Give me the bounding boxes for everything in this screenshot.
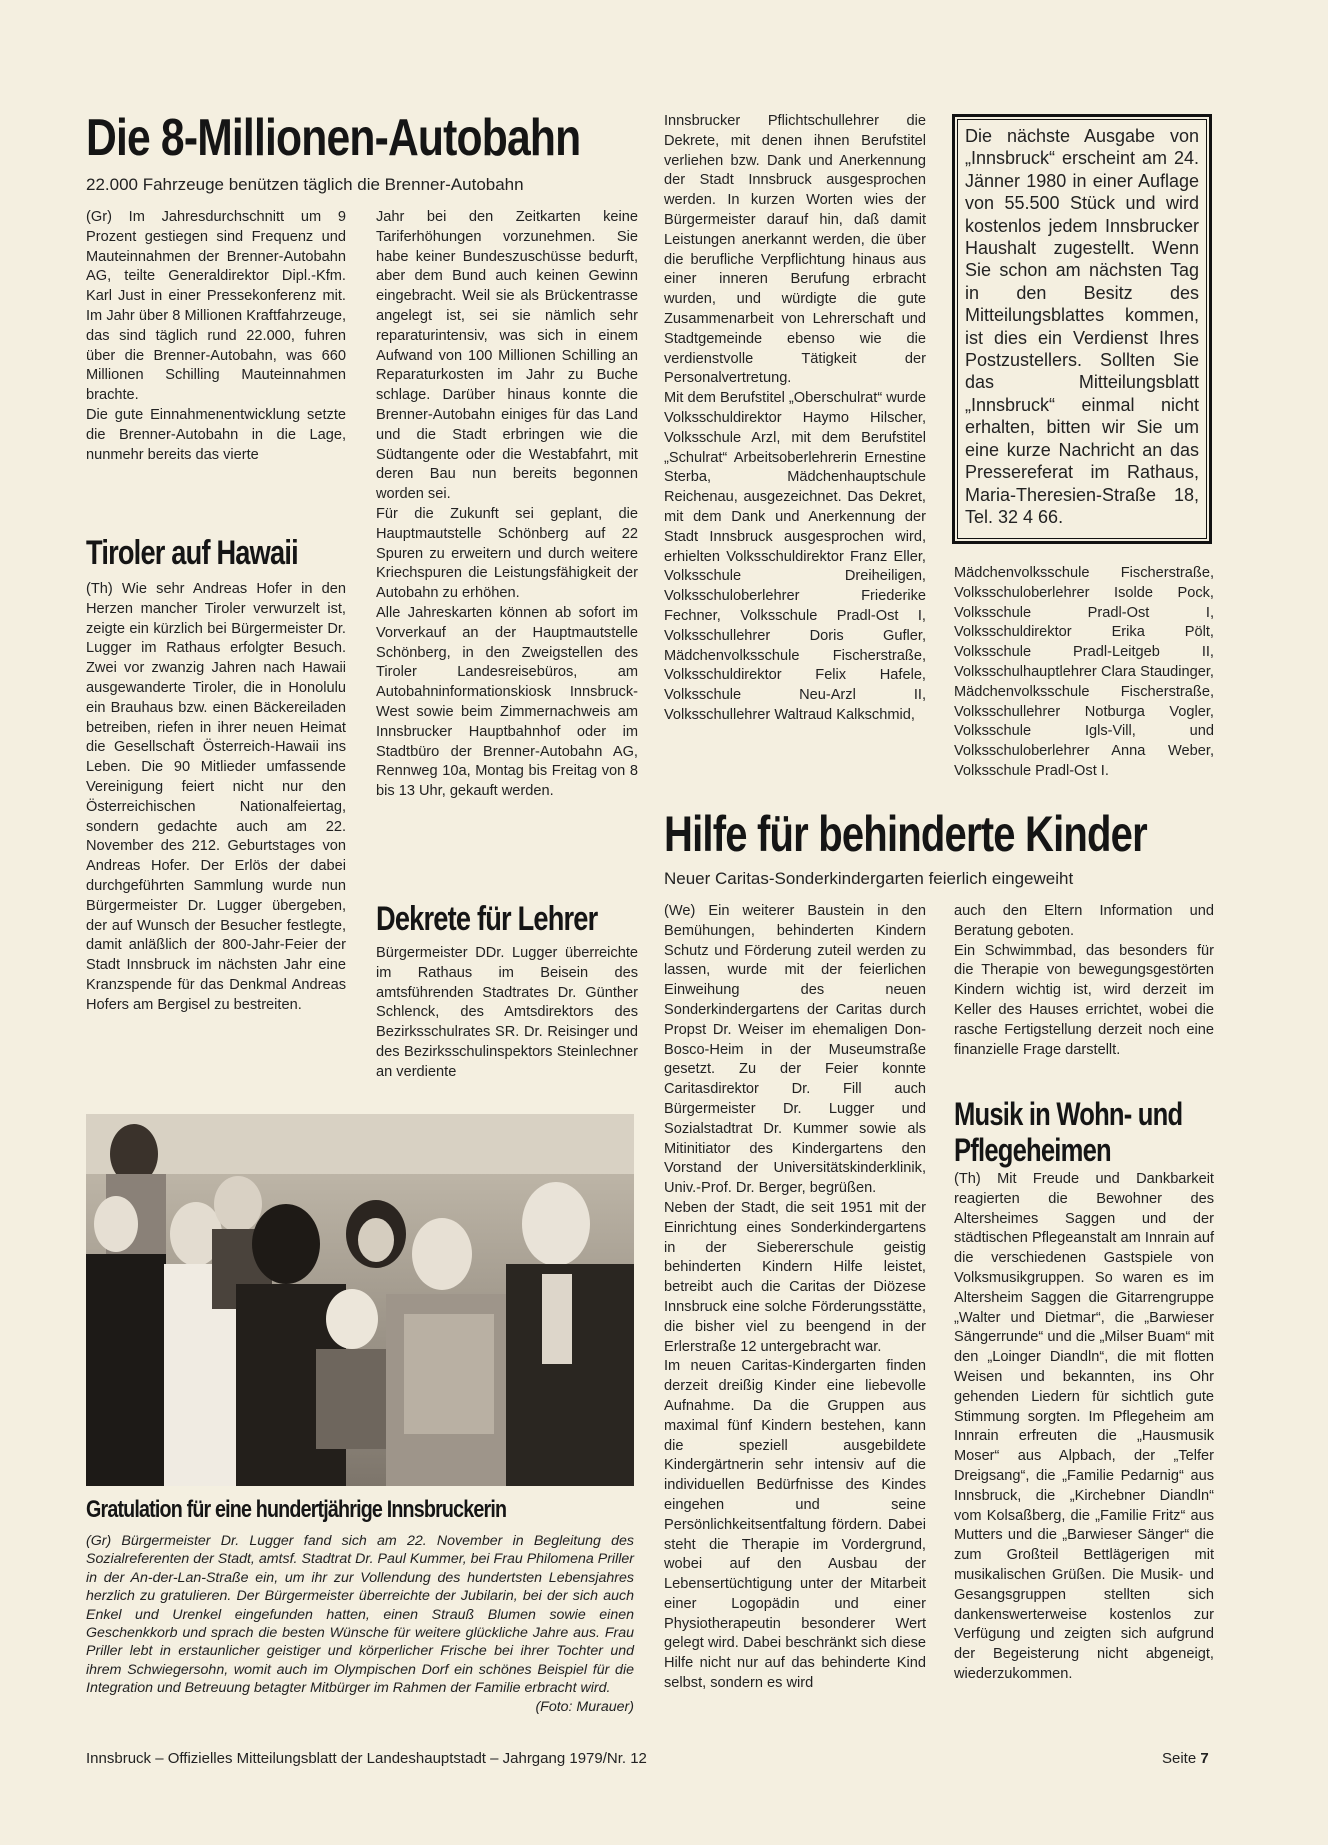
paragraph: Für die Zukunft sei geplant, die Hauptmautstelle Schönberg auf 22 Spuren zu erweitern und durch weitere Kriechspuren die Leistungsfähigkeit der Autobahn zu erhöhen. (376, 505, 638, 602)
footer-page-number (1162, 1750, 1209, 1768)
paragraph: (Th) Mit Freude und Dankbarkeit reagierten die Bewohner des Altersheimes Saggen und der städtischen Pflegeanstalt am Innrain auf die verschiedenen Gastspiele von Volksmusikgruppen. So waren es im Altersheim Saggen die Gitarrengruppe „Walter und Dietmar“, die „Barwieser Sängerrunde“ und die „Milser Buam“ mit den „Loinger Diandln“, die mit flotten Weisen und bekannten, ins Ohr gehenden Liedern für sichtlich gute Stimmung sorgten. Im Pflegeheim am Innrain erfreuten die „Hausmusik Moser“ aus Alpbach, der „Telfer Dreigsang“, die „Familie Pedarnig“ aus Innsbruck, die „Kirchebner Diandln“ vom Kolsaßberg, die „Familie Fritz“ aus Mutters und die „Barwieser Sänger“ die zum Großteil Bettlägerigen mit musikalischen Grüßen. Die Musik- und Gesangsgruppen stellten sich dankenswerterweise kostenlos zur Verfügung und zeigten sich aufgrund der Begeisterung nicht abgeneigt, wiederzukommen. (954, 1171, 1214, 1682)
photo-centenarian-celebration (86, 1114, 634, 1486)
title-line: Musik in Wohn- und (954, 1096, 1183, 1132)
paragraph: Im neuen Caritas-Kindergarten finden derzeit dreißig Kinder eine liebevolle Aufnahme. Da die Gruppen aus maximal fünf Kindern bestehen, kann die speziell ausgebildete Kindergärtnerin sehr intensiv auf die individuellen Bedürfnisse des Kindes eingehen und seine Persönlichkeitsentfaltung fördern. Dabei steht die Therapie im Vordergrund, wobei auf den Ausbau der Lebensertüchtigung unter der Mitarbeit einer Logopädin und einer Physiotherapeutin besonderer Wert gelegt wird. Dabei beschränkt sich diese Hilfe nicht nur auf das behinderte Kind selbst, sondern es wird (664, 1358, 926, 1692)
paragraph: (Th) Wie sehr Andreas Hofer in den Herzen mancher Tiroler verwurzelt ist, zeigte ein kürzlich bei Bürgermeister Dr. Lugger im Rathaus erfolgter Besuch. Zwei vor zwanzig Jahren nach Hawaii ausgewanderte Tiroler, die in Honolulu ein Brauhaus bzw. einen Bäckereiladen betreiben, riefen in ihrer neuen Heimat die Gesellschaft Österreich-Hawaii ins Leben. Die 90 Mitlieder umfassende Vereinigung feiert nicht nur den Österreichischen Nationalfeiertag, sondern gedachte auch am 22. November des 212. Geburtstages von Andreas Hofer. Der Erlös der dabei durchgeführten Sammlung wurde nun Bürgermeister Dr. Lugger übergeben, der auf Wunsch der Besucher festlegte, damit anläßlich der 800-Jahr-Feier der Stadt Innsbruck im nächsten Jahr eine Kranzspende für das Denkmal Andreas Hofers am Bergisel zu bestreiten. (86, 581, 346, 1013)
article-caritas-title: Hilfe für behinderte Kinder (664, 806, 1147, 862)
page-number: 7 (1200, 1750, 1209, 1767)
paragraph: (We) Ein weiterer Baustein in den Bemühungen, behinderten Kindern Schutz und Förderung zuteil werden zu lassen, wurde mit der feierlichen Einweihung des neuen Sonderkindergartens der Caritas durch Propst Dr. Weiser im ehemaligen Don-Bosco-Heim in der Museumstraße gesetzt. Zu der Feier konnte Caritasdirektor Dr. Fill auch Bürgermeister Dr. Lugger und Sozialstadtrat Dr. Kummer sowie als Mitinitiator des Kindergartens den Vorstand der Universitätskinderklinik, Univ.-Prof. Dr. Berger, begrüßen. (664, 903, 926, 1197)
footer-publication-line: Innsbruck – Offizielles Mitteilungsblatt der Landeshauptstadt – Jahrgang 1979/Nr. 12 (86, 1750, 647, 1767)
photo-credit: (Foto: Murauer) (535, 1698, 634, 1715)
article-dekrete-col3 (664, 112, 926, 726)
paragraph: Mädchenvolksschule Fischerstraße, Volksschuloberlehrer Isolde Pock, Volksschule Pradl-Ost I, Volksschuldirektor Erika Pölt, Volksschule Pradl-Leitgeb II, Volksschulhauptlehrer Clara Staudinger, Mädchenvolksschule Fischerstraße, Volksschullehrer Notburga Vogler, Volksschule Igls-Vill, und Volksschuloberlehrer Anna Weber, Volksschule Pradl-Ost I. (954, 565, 1214, 779)
paragraph: Alle Jahreskarten können ab sofort im Vorverkauf an der Hauptmautstelle Schönberg, in den Zweigstellen des Tiroler Landesreisebüros, am Autobahninformationskiosk Innsbruck-West sowie beim Zimmernachweis am Innsbrucker Hauptbahnhof oder im Stadtbüro der Brenner-Autobahn AG, Rennweg 10a, Montag bis Freitag von 8 bis 13 Uhr, gekauft werden. (376, 604, 638, 800)
article-dekrete-title: Dekrete für Lehrer (376, 900, 598, 938)
paragraph: Jahr bei den Zeitkarten keine Tariferhöhungen vorzunehmen. Sie habe keiner Bundeszuschüsse bedurft, aber dem Bund auch keinen Gewinn eingebracht. Weil sie als Brückentrasse angelegt ist, sei sie nämlich sehr reparaturintensiv, was sich in einem Aufwand von 100 Millionen Schilling an Reparaturkosten im Jahr zu Buche schlage. Darüber hinaus konnte die Brenner-Autobahn einiges für das Land und die Stadt erbringen wie die Südtangente oder die Westabfahrt, mit deren Bau nun bereits begonnen worden sei. (376, 209, 638, 503)
article-dekrete-col4 (954, 564, 1214, 782)
paragraph: Ein Schwimmbad, das besonders für die Therapie von bewegungsgestörten Kindern wichtig ist, wird derzeit im Keller des Hauses errichtet, wobei die rasche Fertigstellung derzeit noch eine finanzielle Frage darstellt. (954, 942, 1214, 1058)
paragraph: (Gr) Im Jahresdurchschnitt um 9 Prozent gestiegen sind Frequenz und Mauteinnahmen der Brenner-Autobahn AG, teilte Generaldirektor Dipl.-Kfm. Karl Just in einer Pressekonferenz mit. Im Jahr über 8 Millionen Kraftfahrzeuge, das sind täglich rund 22.000, fuhren über die Brenner-Autobahn, was 660 Millionen Schilling Mauteinnahmen brachte. (86, 209, 346, 404)
photo-title: Gratulation für eine hundertjährige Innsbruckerin (86, 1496, 507, 1523)
title-line: Pflegeheimen (954, 1132, 1111, 1168)
group-photo-illustration (86, 1114, 634, 1486)
article-autobahn-title: Die 8-Millionen-Autobahn (86, 109, 581, 167)
article-dekrete-col2 (376, 944, 638, 1083)
notice-text: Die nächste Ausgabe von „Innsbruck“ erscheint am 24. Jänner 1980 in einer Auflage von 55.500 Stück und wird kostenlos jedem Innsbrucker Haushalt zugestellt. Wenn Sie schon am nächsten Tag in den Besitz des Mitteilungsblattes kommen, ist dies ein Verdienst Ihres Postzustellers. Sollten Sie das Mitteilungsblatt „Innsbruck“ einmal nicht erhalten, bitten wir Sie um eine kurze Nachricht an das Pressereferat im Rathaus, Maria-Theresien-Straße 18, Tel. 32 4 66. (965, 126, 1199, 527)
article-musik-body (954, 1170, 1214, 1685)
article-caritas-col4 (954, 902, 1214, 1060)
article-autobahn-subtitle: 22.000 Fahrzeuge benützen täglich die Brenner-Autobahn (86, 175, 524, 194)
article-autobahn-col1 (86, 208, 346, 465)
article-caritas-col3 (664, 902, 926, 1694)
article-autobahn-col2 (376, 208, 638, 802)
paragraph: Die gute Einnahmenentwicklung setzte die Brenner-Autobahn in die Lage, nunmehr bereits das vierte (86, 406, 346, 463)
paragraph: auch den Eltern Information und Beratung geboten. (954, 903, 1214, 939)
paragraph: Innsbrucker Pflichtschullehrer die Dekrete, mit denen ihnen Berufstitel verliehen bzw. Dank und Anerkennung der Stadt Innsbruck ausgesprochen werden. In kurzen Worten wies der Bürgermeister darauf hin, daß damit Leistungen anerkannt werden, die über die berufliche Verpflichtung hinaus aus einer inneren Berufung erbracht wurden, und würdigte die gute Zusammenarbeit von Lehrerschaft und Stadtgemeinde ebenso wie die verdienstvolle Tätigkeit der Personalvertretung. (664, 113, 926, 387)
next-issue-notice-box (952, 114, 1212, 544)
page-label: Seite (1162, 1750, 1197, 1767)
paragraph: Mit dem Berufstitel „Oberschulrat“ wurde Volksschuldirektor Haymo Hilscher, Volksschule Arzl, mit dem Berufstitel „Schulrat“ Arbeitsoberlehrerin Ernestine Sterba, Mädchenhauptschule Reichenau, ausgezeichnet. Das Dekret, mit dem Dank und Anerkennung der Stadt Innsbruck ausgesprochen wird, erhielten Volksschuldirektor Franz Eller, Volksschule Dreiheiligen, Volksschuloberlehrer Friederike Fechner, Volksschule Pradl-Ost I, Volksschullehrer Doris Gufler, Mädchenvolksschule Fischerstraße, Volksschuldirektor Felix Hafele, Volksschule Neu-Arzl II, Volksschullehrer Waltraud Kalkschmid, (664, 390, 926, 723)
caption-text: (Gr) Bürgermeister Dr. Lugger fand sich am 22. November in Begleitung des Sozialreferenten der Stadt, amtsf. Stadtrat Dr. Paul Kummer, bei Frau Philomena Priller in der An-der-Lan-Straße ein, um ihr zur Vollendung des hundertsten Lebensjahres herzlich zu gratulieren. Der Bürgermeister überreichte der Jubilarin, bei der sich auch Enkel und Urenkel eingefunden hatten, einen Strauß Blumen sowie einen Geschenkkorb und sprach die besten Wünsche für weitere glückliche Jahre aus. Frau Priller lebt in erstaunlicher geistiger und körperlicher Frische bei ihrer Tochter und ihrem Schwiegersohn, womit auch im Olympischen Dorf ein schönes Beispiel für die Integration und Betreuung betagter Mitbürger im Rahmen der Familie erbracht wird. (86, 1533, 634, 1697)
article-hawaii-title: Tiroler auf Hawaii (86, 534, 298, 572)
article-hawaii-body (86, 580, 346, 1016)
photo-caption (86, 1532, 634, 1716)
article-caritas-subtitle: Neuer Caritas-Sonderkindergarten feierlich eingeweiht (664, 869, 1074, 888)
paragraph: Neben der Stadt, die seit 1951 mit der Einrichtung eines Sonderkindergartens in der Siebererschule geistig behinderten Kindern Hilfe leistet, betreibt auch die Caritas der Diözese Innsbruck eine solche Förderungsstätte, die bisher viel zu beengend in der Erlerstraße 12 untergebracht war. (664, 1199, 926, 1355)
article-musik-title (954, 1096, 1182, 1168)
paragraph: Bürgermeister DDr. Lugger überreichte im Rathaus im Beisein des amtsführenden Stadtrates Dr. Günther Schlenck, des Amtsdirektors des Bezirksschulrates SR. Dr. Reisinger und des Bezirksschulinspektors Steinlechner an verdiente (376, 945, 638, 1080)
